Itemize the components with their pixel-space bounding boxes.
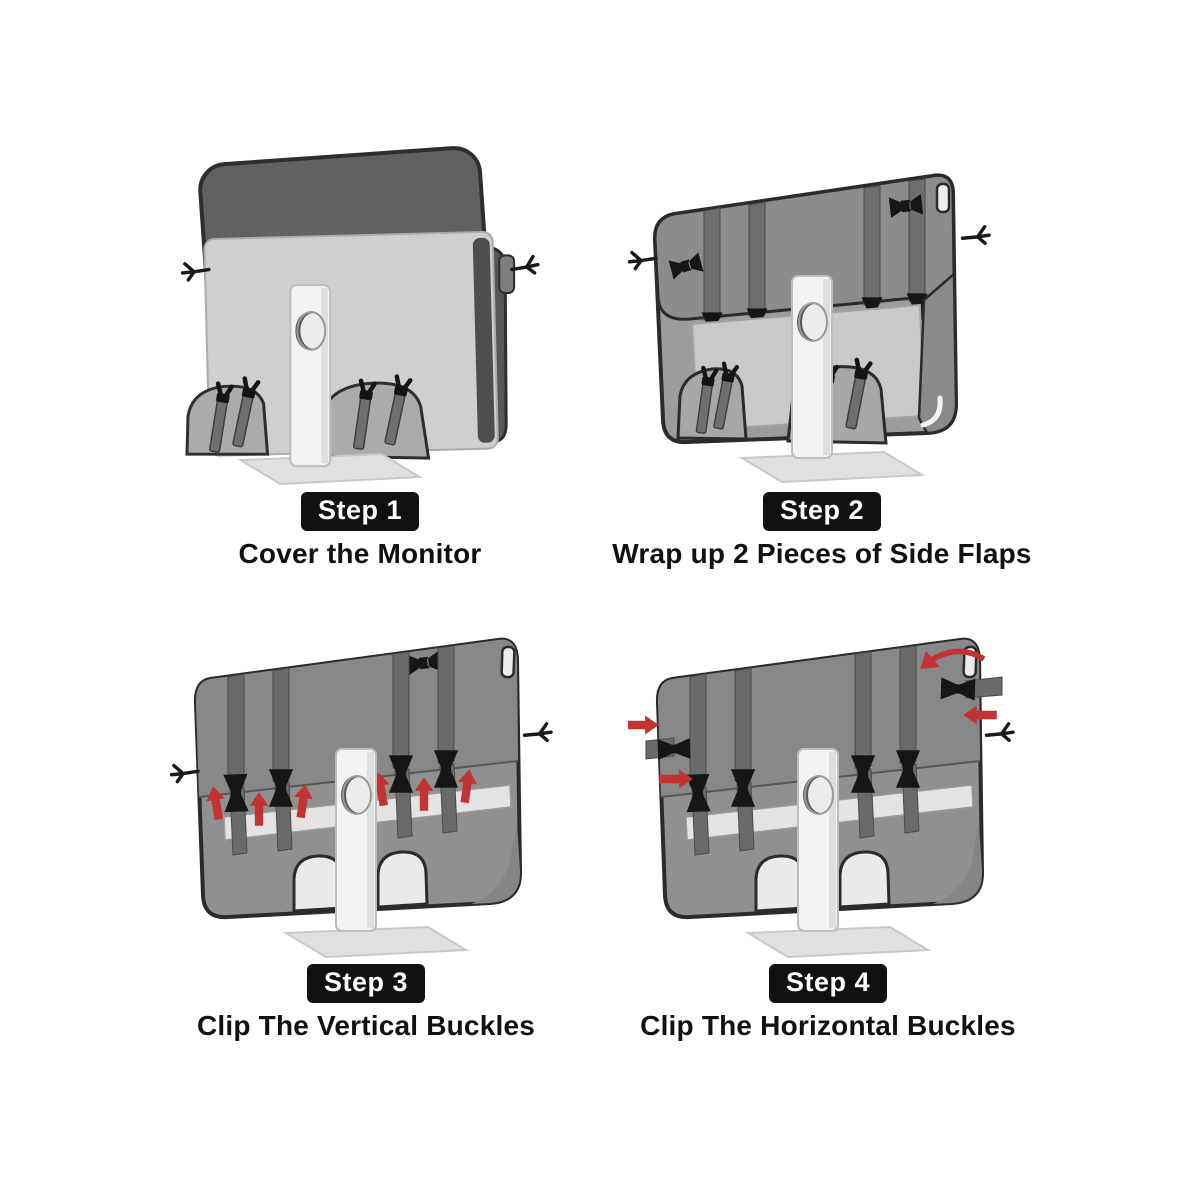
step-2-caption: Wrap up 2 Pieces of Side Flaps xyxy=(612,538,1032,570)
side-tie-right xyxy=(961,226,991,248)
step-1-badge: Step 1 xyxy=(301,492,419,531)
side-tie-left xyxy=(172,766,198,782)
step-4-badge: Step 4 xyxy=(769,964,887,1003)
hanging-loop xyxy=(937,184,949,212)
step-2-badge: Step 2 xyxy=(763,492,881,531)
arch-cutout-right xyxy=(378,852,427,907)
step-2-graphic xyxy=(622,156,1022,486)
side-tie-right xyxy=(523,723,553,745)
monitor-stand xyxy=(290,285,330,466)
step-1-panel xyxy=(110,128,610,570)
stand-base xyxy=(286,927,466,957)
step-1-graphic xyxy=(161,138,559,486)
monitor-stand xyxy=(336,749,376,931)
step-4-graphic xyxy=(628,623,1028,958)
step-2-panel xyxy=(572,128,1072,570)
step-3-graphic xyxy=(166,623,566,958)
stand-base xyxy=(748,927,928,957)
step-3-panel xyxy=(116,600,616,1042)
step-1-caption: Cover the Monitor xyxy=(238,538,482,570)
step-3-badge: Step 3 xyxy=(307,964,425,1003)
step-1-illustration xyxy=(161,128,559,486)
side-tie-right xyxy=(985,723,1015,745)
side-tie-left xyxy=(630,253,656,269)
step-4-caption: Clip The Horizontal Buckles xyxy=(640,1010,1016,1042)
hanging-loop xyxy=(501,647,514,677)
arch-cutout-right xyxy=(840,852,889,907)
stand-base xyxy=(742,452,922,482)
monitor-stand xyxy=(798,749,838,931)
step-3-caption: Clip The Vertical Buckles xyxy=(196,1010,536,1042)
step-2-illustration xyxy=(622,128,1022,486)
step-4-panel xyxy=(578,600,1078,1042)
monitor-stand xyxy=(792,276,832,458)
step-4-illustration xyxy=(628,600,1028,958)
step-3-illustration xyxy=(166,600,566,958)
